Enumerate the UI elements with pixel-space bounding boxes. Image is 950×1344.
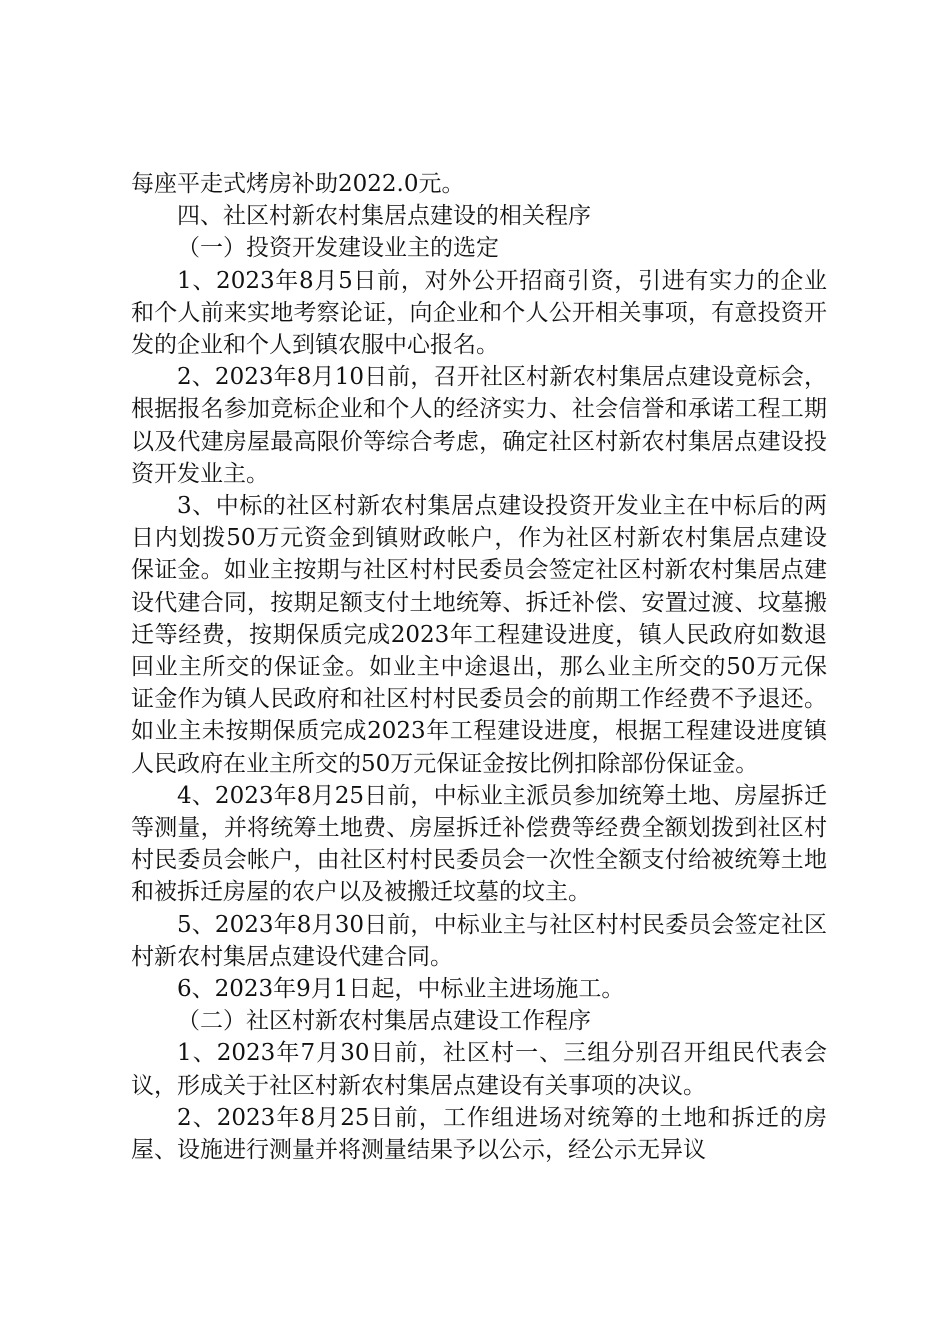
section-heading: 四、社区村新农村集居点建设的相关程序: [177, 203, 591, 230]
paragraph: 2、2023年8月25日前，工作组进场对统筹的土地和拆迁的房屋、设施进行测量并将测量结果予以公示，经公示无异议: [131, 1104, 827, 1164]
paragraph: 2、2023年8月10日前，召开社区村新农村集居点建设竟标会，根据报名参加竞标企业和个人的经济实力、社会信誉和承诺工程工期以及代建房屋最高限价等综合考虑，确定社区村新农村集居点建设投资开发业主。: [131, 364, 827, 487]
document-page: [131, 168, 827, 1166]
paragraph: 4、2023年8月25日前，中标业主派员参加统筹土地、房屋拆迁等测量，并将统筹土地费、房屋拆迁补偿费等经费全额划拨到社区村村民委员会帐户，由社区村村民委员会一次性全额支付给被统筹土地和被拆迁房屋的农户以及被搬迁坟墓的坟主。: [131, 782, 827, 906]
paragraph: 5、2023年8月30日前，中标业主与社区村村民委员会签定社区村新农村集居点建设代建合同。: [131, 911, 827, 970]
paragraph: 1、2023年8月5日前，对外公开招商引资，引进有实力的企业和个人前来实地考察论证，向企业和个人公开相关事项，有意投资开发的企业和个人到镇农服中心报名。: [131, 267, 827, 359]
paragraph: 6、2023年9月1日起，中标业主进场施工。: [177, 976, 625, 1003]
paragraph-continued: 每座平走式烤房补助2022.0元。: [131, 171, 465, 197]
paragraph: 1、2023年7月30日前，社区村一、三组分别召开组民代表会议，形成关于社区村新农村集居点建设有关事项的决议。: [131, 1040, 827, 1099]
subsection-heading: （一）投资开发建设业主的选定: [177, 235, 499, 262]
subsection-heading: （二）社区村新农村集居点建设工作程序: [177, 1008, 591, 1035]
paragraph: 3、中标的社区村新农村集居点建设投资开发业主在中标后的两日内划拨50万元资金到镇财政帐户，作为社区村新农村集居点建设保证金。如业主按期与社区村村民委员会签定社区村新农村集居点建设代建合同，按期足额支付土地统筹、拆迁补偿、安置过渡、坟墓搬迁等经费，按期保质完成2023年工程建设进度，镇人民政府如数退回业主所交的保证金。如业主中途退出，那么业主所交的50万元保证金作为镇人民政府和社区村村民委员会的前期工作经费不予退还。如业主未按期保质完成2023年工程建设进度，根据工程建设进度镇人民政府在业主所交的50万元保证金按比例扣除部份保证金。: [131, 493, 827, 777]
